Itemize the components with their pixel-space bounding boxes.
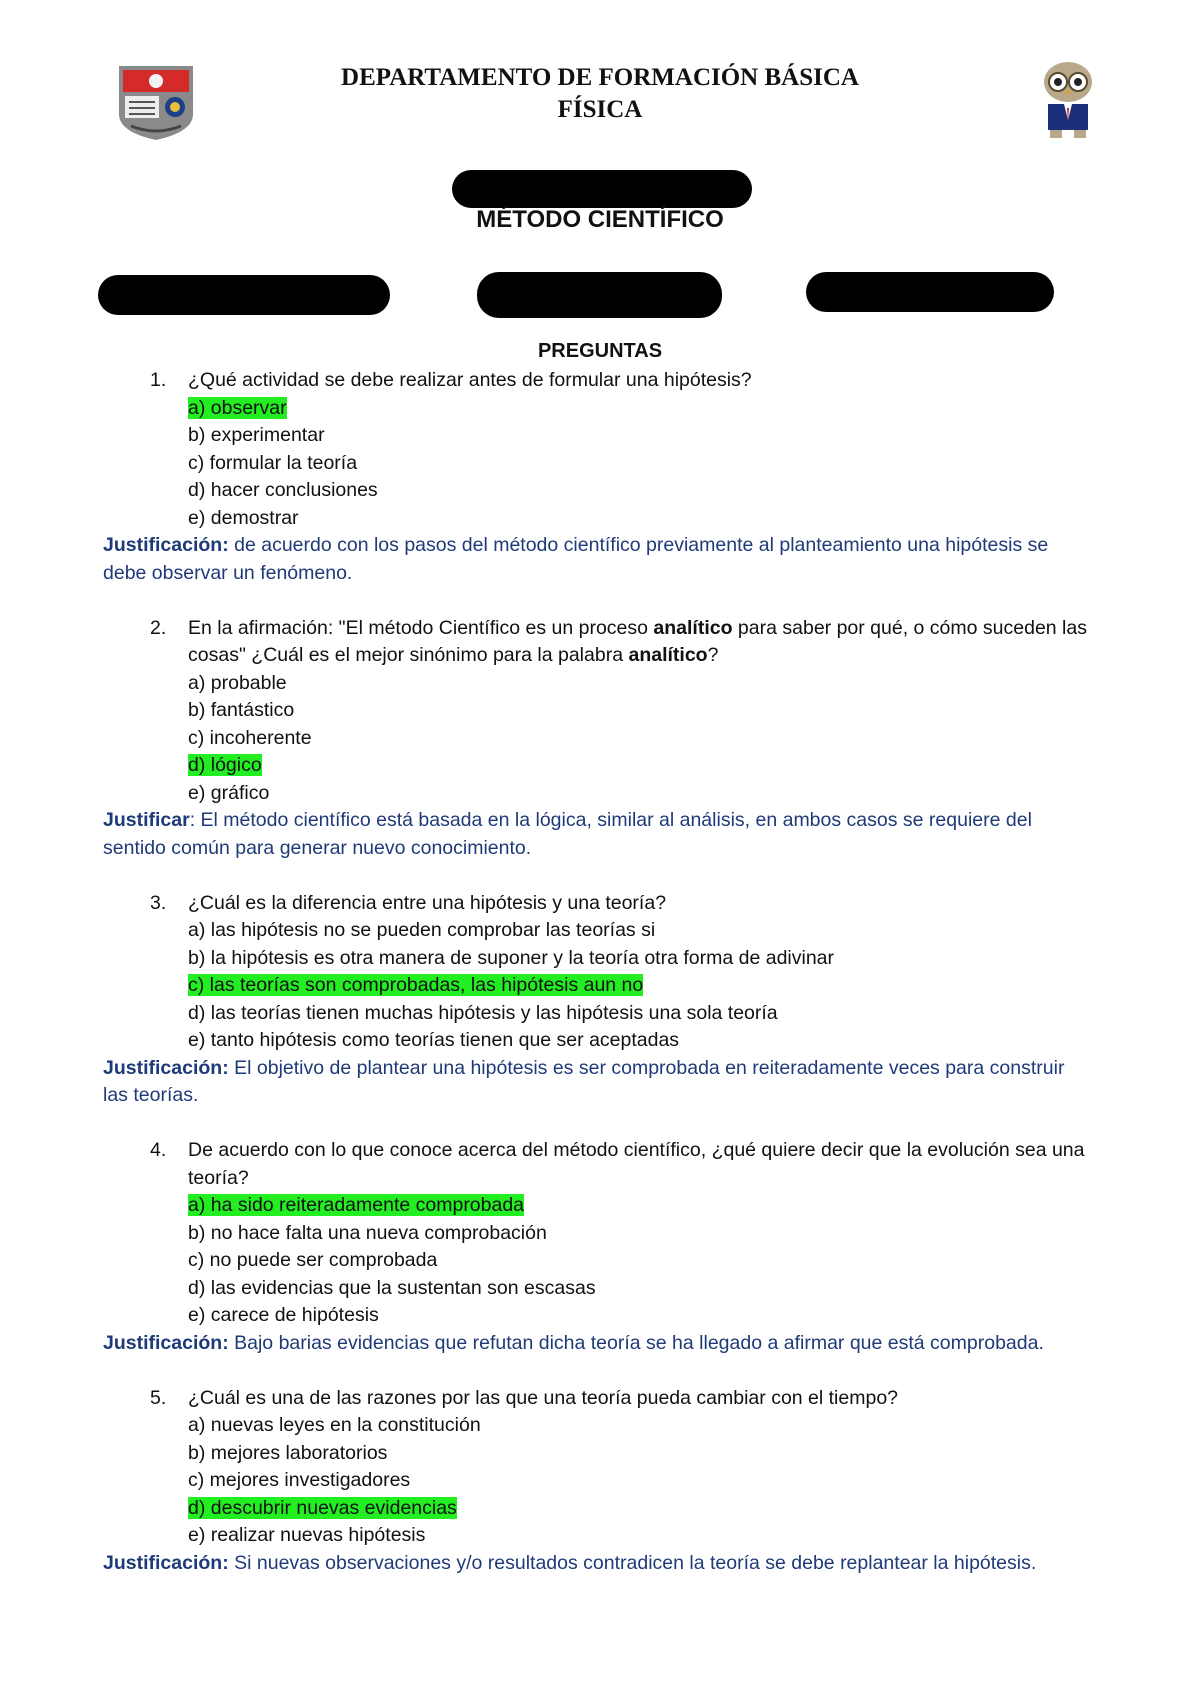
answer-options	[103, 395, 1093, 533]
question-text-part: ¿Qué actividad se debe realizar antes de formular una hipótesis?	[188, 369, 752, 391]
subject-name: FÍSICA	[557, 96, 643, 123]
answer-option	[188, 1302, 1093, 1330]
department-name: DEPARTAMENTO DE FORMACIÓN BÁSICA	[341, 64, 859, 91]
justification	[103, 807, 1093, 862]
answer-option	[188, 1412, 1093, 1440]
question-text-part: ?	[707, 644, 719, 666]
section-title: PREGUNTAS	[537, 340, 663, 362]
answer-option	[188, 1000, 1093, 1028]
answer-option-text: d) las teorías tienen muchas hipótesis y las hipótesis una sola teoría	[188, 1001, 778, 1024]
question-text-part: De acuerdo con lo que conoce acerca del método científico, ¿qué quiere decir que la evolución sea una teoría?	[188, 1139, 1085, 1189]
answer-option	[188, 670, 1093, 698]
answer-option-text: e) gráfico	[188, 781, 270, 804]
answer-option-text: c) formular la teoría	[188, 451, 358, 474]
spacer	[103, 1110, 1093, 1138]
answer-option	[188, 917, 1093, 945]
question-number: 3.	[150, 891, 167, 914]
question-number: 5.	[150, 1386, 167, 1409]
spacer	[103, 862, 1093, 890]
answer-option	[188, 422, 1093, 450]
answer-option	[188, 1275, 1093, 1303]
spacer	[103, 587, 1093, 615]
justification-text: : El método científico está basada en la lógica, similar al análisis, en ambos casos se requiere del sentido común para generar nuevo conocimiento.	[103, 809, 1032, 859]
justification-text: El objetivo de plantear una hipótesis es ser comprobada en reiteradamente veces para construir las teorías.	[103, 1056, 1065, 1106]
owl-mascot-logo	[1040, 60, 1096, 142]
answer-options	[103, 670, 1093, 808]
answer-option	[188, 1247, 1093, 1275]
question-text	[103, 890, 1093, 918]
answer-option	[188, 780, 1093, 808]
answer-option-text: e) demostrar	[188, 506, 299, 529]
question-text-part: En la afirmación: "El método Científico es un proceso	[188, 616, 654, 639]
answer-option-text: d) hacer conclusiones	[188, 479, 378, 501]
answer-option-text: b) no hace falta una nueva comprobación	[188, 1221, 547, 1244]
answer-option-text: e) tanto hipótesis como teorías tienen que ser aceptadas	[188, 1029, 680, 1051]
answer-option	[188, 505, 1093, 533]
redaction-mark	[452, 170, 752, 208]
answer-option	[188, 450, 1093, 478]
answer-option	[188, 477, 1093, 505]
answer-option	[188, 1522, 1093, 1550]
question-text-part: para saber por qué, o cómo suceden las cosas" ¿Cuál es el mejor sinónimo para la palabra	[188, 616, 1087, 666]
answer-option	[188, 1467, 1093, 1495]
justification	[103, 532, 1093, 587]
answer-option	[188, 752, 1093, 780]
answer-option-text: b) experimentar	[188, 424, 325, 446]
question-number: 2.	[150, 616, 167, 639]
question-block	[103, 1137, 1093, 1357]
answer-option-text: d) las evidencias que la sustentan son escasas	[188, 1276, 596, 1299]
question-block	[103, 367, 1093, 587]
question-text	[103, 1385, 1093, 1413]
answer-options	[103, 1192, 1093, 1330]
answer-option-text: a) probable	[188, 671, 287, 694]
answer-option	[188, 1027, 1093, 1055]
answer-option-text: e) realizar nuevas hipótesis	[188, 1524, 426, 1546]
question-block	[103, 615, 1093, 863]
answer-options	[103, 917, 1093, 1055]
answer-option	[188, 1220, 1093, 1248]
questions-list	[103, 367, 1093, 1577]
answer-option-text: b) la hipótesis es otra manera de suponer y la teoría otra forma de adivinar	[188, 946, 835, 969]
justification-text: Si nuevas observaciones y/o resultados contradicen la teoría se debe replantear la hipótesis.	[228, 1551, 1037, 1574]
question-text	[103, 367, 1093, 395]
document-title: MÉTODO CIENTÍFICO	[476, 206, 724, 233]
spacer	[103, 1357, 1093, 1385]
answer-option-text: c) no puede ser comprobada	[188, 1249, 438, 1271]
justification	[103, 1055, 1093, 1110]
question-number: 1.	[150, 369, 167, 391]
question-text	[103, 615, 1093, 670]
justification-label: Justificación:	[103, 534, 229, 556]
correct-answer-highlight: a) observar	[188, 396, 287, 419]
answer-option	[188, 395, 1093, 423]
justification-text: de acuerdo con los pasos del método científico previamente al planteamiento una hipótesis se debe observar un fenómeno.	[103, 534, 1049, 584]
answer-option	[188, 1440, 1093, 1468]
emphasized-term: analítico	[628, 644, 708, 666]
answer-option-text: c) mejores investigadores	[188, 1469, 411, 1491]
correct-answer-highlight: d) descubrir nuevas evidencias	[188, 1496, 457, 1519]
answer-option	[188, 1495, 1093, 1523]
justification-label: Justificación:	[103, 1056, 229, 1079]
document-header	[0, 62, 1200, 126]
question-text-part: ¿Cuál es la diferencia entre una hipótesis y una teoría?	[188, 891, 667, 914]
answer-option	[188, 1192, 1093, 1220]
emphasized-term: analítico	[653, 616, 733, 639]
answer-option	[188, 697, 1093, 725]
justification-label: Justificar	[103, 809, 190, 831]
justification	[103, 1330, 1093, 1358]
answer-option	[188, 945, 1093, 973]
answer-option	[188, 725, 1093, 753]
question-number: 4.	[150, 1139, 167, 1161]
answer-option-text: c) incoherente	[188, 726, 312, 749]
justification-label: Justificación:	[103, 1551, 229, 1574]
answer-option-text: b) mejores laboratorios	[188, 1441, 388, 1464]
justification	[103, 1550, 1093, 1578]
correct-answer-highlight: a) ha sido reiteradamente comprobada	[188, 1194, 525, 1216]
answer-options	[103, 1412, 1093, 1550]
justification-label: Justificación:	[103, 1331, 229, 1354]
question-block	[103, 890, 1093, 1110]
answer-option	[188, 972, 1093, 1000]
answer-option-text: a) nuevas leyes en la constitución	[188, 1414, 481, 1436]
answer-option-text: e) carece de hipótesis	[188, 1304, 379, 1326]
redaction-mark	[806, 272, 1054, 312]
answer-option-text: a) las hipótesis no se pueden comprobar las teorías si	[188, 919, 656, 941]
question-block	[103, 1385, 1093, 1578]
question-text	[103, 1137, 1093, 1192]
justification-text: Bajo barias evidencias que refutan dicha teoría se ha llegado a afirmar que está comprobada.	[228, 1331, 1044, 1354]
answer-option-text: b) fantástico	[188, 699, 295, 721]
correct-answer-highlight: d) lógico	[188, 754, 262, 776]
question-text-part: ¿Cuál es una de las razones por las que una teoría pueda cambiar con el tiempo?	[188, 1386, 899, 1409]
correct-answer-highlight: c) las teorías son comprobadas, las hipótesis aun no	[188, 974, 644, 996]
redaction-mark	[98, 275, 390, 315]
redaction-mark	[477, 272, 722, 318]
